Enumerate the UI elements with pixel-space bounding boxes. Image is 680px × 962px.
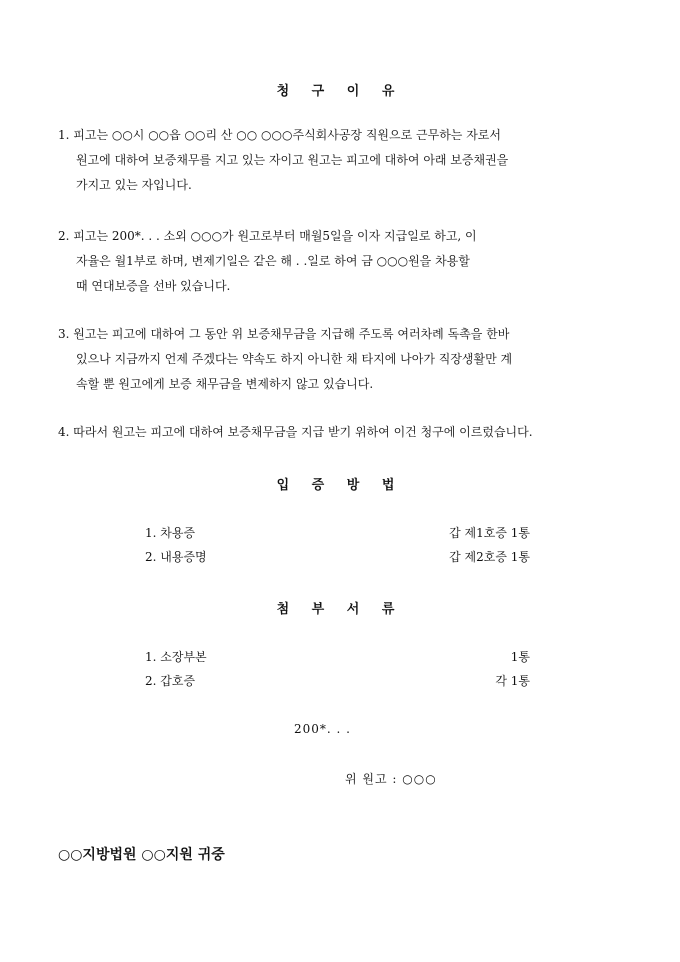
court-addressee: ○○지방법원 ○○지원 귀중 (58, 847, 225, 863)
attachment-item-value: 각 1통 (495, 674, 530, 688)
reason-2-line-1: 2. 피고는 200*. . . 소외 ○○○가 원고로부터 매월5일을 이자 지급일로 하고, 이 (58, 229, 477, 243)
reason-paragraph-2 (58, 224, 638, 299)
reason-2-line-2: 자율은 월1부로 하며, 변제기일은 같은 해 . .일로 하여 금 ○○○원을 차용할 (76, 254, 470, 268)
plaintiff-signature: 위 원고 : ○○○ (345, 772, 437, 786)
reason-heading: 청 구 이 유 (276, 84, 404, 99)
attachment-item-label: 2. 갑호증 (145, 674, 196, 688)
filing-date: 200*. . . (294, 722, 351, 736)
evidence-item-value: 갑 제2호증 1통 (449, 550, 530, 564)
evidence-item-label: 1. 차용증 (145, 526, 196, 540)
reason-2-line-3: 때 연대보증을 선바 있습니다. (76, 279, 231, 293)
attachment-item-label: 1. 소장부본 (145, 650, 207, 664)
evidence-item (145, 548, 530, 566)
reason-paragraph-4 (58, 420, 638, 445)
attachment-item (145, 672, 530, 690)
evidence-item (145, 524, 530, 542)
reason-paragraph-3 (58, 322, 638, 397)
reason-1-line-2: 원고에 대하여 보증채무를 지고 있는 자이고 원고는 피고에 대하여 아래 보증채권을 (76, 153, 509, 167)
reason-1-line-3: 가지고 있는 자입니다. (76, 178, 192, 192)
reason-paragraph-1 (58, 123, 638, 198)
evidence-item-label: 2. 내용증명 (145, 550, 207, 564)
attachment-item-value: 1통 (510, 650, 530, 664)
reason-3-line-3: 속할 뿐 원고에게 보증 채무금을 변제하지 않고 있습니다. (76, 377, 374, 391)
reason-3-line-2: 있으나 지금까지 언제 주겠다는 약속도 하지 아니한 채 타지에 나아가 직장생활만 계 (76, 352, 513, 366)
attachment-item (145, 648, 530, 666)
reason-3-line-1: 3. 원고는 피고에 대하여 그 동안 위 보증채무금을 지급해 주도록 여러차례 독촉을 한바 (58, 327, 510, 341)
evidence-heading: 입 증 방 법 (276, 478, 404, 493)
reason-1-line-1: 1. 피고는 ○○시 ○○읍 ○○리 산 ○○ ○○○주식회사공장 직원으로 근무하는 자로서 (58, 128, 501, 142)
reason-4-line-1: 4. 따라서 원고는 피고에 대하여 보증채무금을 지급 받기 위하여 이건 청구에 이르렀습니다. (58, 425, 533, 439)
evidence-item-value: 갑 제1호증 1통 (449, 526, 530, 540)
attachments-heading: 첨 부 서 류 (276, 602, 404, 617)
